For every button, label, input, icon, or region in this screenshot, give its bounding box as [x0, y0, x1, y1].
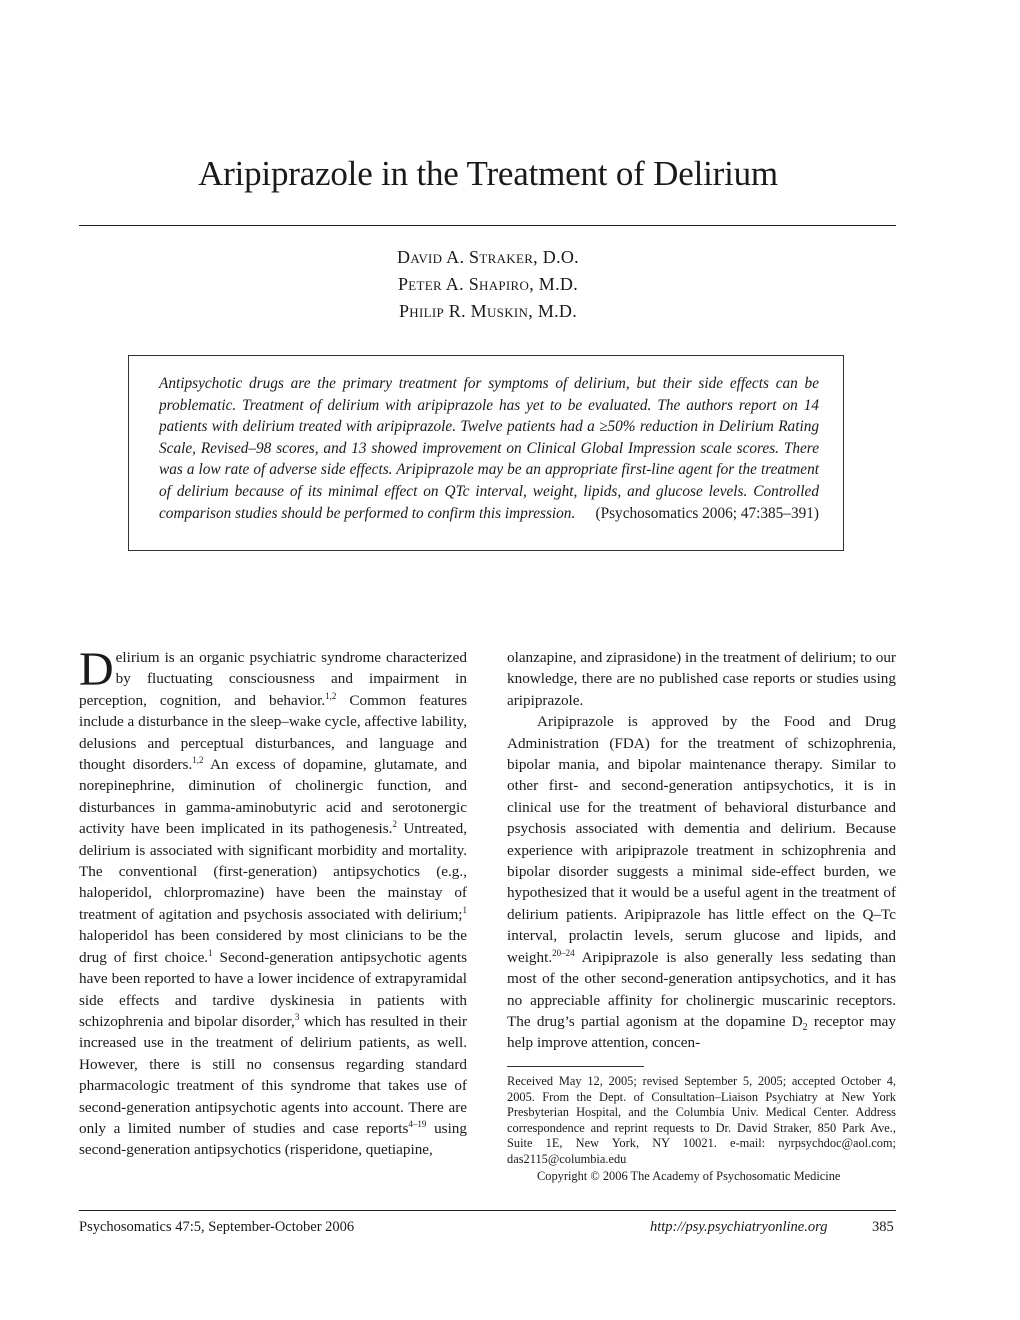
author-name: David A. Straker, D.O.	[397, 247, 579, 267]
footer-url[interactable]: http://psy.psychiatryonline.org	[650, 1219, 828, 1235]
body-paragraph	[507, 711, 896, 1054]
body-text: Second-generation antipsychotic agents have been reported to have a lower incidence of extrapyramidal side effects and tardive dyskinesia in patients with schizophrenia and bipolar disorder,	[79, 948, 467, 1030]
page-number: 385	[872, 1219, 894, 1235]
body-text: Untreated, delirium is associated with significant morbidity and mortality. The conventional (first-generation) antipsychotics (e.g., haloperidol, chlorpromazine) have been the mainstay of treatment of agitation and psychosis associated with delirium;	[79, 820, 468, 923]
body-text: receptor may help improve attention, concen-	[507, 1012, 896, 1052]
reference-superscript: 1	[208, 947, 213, 958]
abstract-body: Antipsychotic drugs are the primary treatment for symptoms of delirium, but their side effects can be problematic. Treatment of delirium with aripiprazole has yet to be evaluated. The authors report on 14 patients with delirium treated with aripiprazole. Twelve patients had a ≥50% reduction in Delirium Rating Scale, Revised–98 scores, and 13 showed improvement on Clinical Global Impression scale scores. There was a low rate of adverse side effects. Aripiprazole may be an appropriate first-line agent for the treatment of delirium because of its minimal effect on QTc interval, weight, lipids, and glucose levels. Controlled comparison studies should be performed to confirm this impression.	[159, 375, 819, 522]
reference-superscript: 4–19	[408, 1118, 427, 1129]
footer-journal: Psychosomatics 47:5, September-October 2006	[79, 1219, 355, 1235]
author-name: Peter A. Shapiro, M.D.	[397, 274, 579, 294]
reference-superscript: 3	[294, 1011, 300, 1022]
reference-superscript: 2	[392, 819, 397, 830]
body-column-left	[79, 643, 468, 1161]
body-paragraph: olanzapine, and ziprasidone) in the treatment of delirium; to our knowledge, there are no published case reports or studies using aripiprazole.	[507, 649, 896, 709]
body-text: using second-generation antipsychotics (risperidone, quetiapine,	[79, 1119, 467, 1159]
copyright-notice: Copyright © 2006 The Academy of Psychosomatic Medicine	[537, 1169, 841, 1183]
body-text: elirium is an organic psychiatric syndrome characterized by fluctuating consciousness and impairment in perception, cognition, and behavior.	[79, 649, 467, 709]
body-text: haloperidol has been considered by most clinicians to be the drug of first choice.	[79, 927, 467, 966]
author-list	[0, 244, 976, 325]
title-divider	[79, 225, 896, 226]
body-text: Common features include a disturbance in the sleep–wake cycle, affective lability, delusions and perceptual disturbances, and language and thought disorders.	[79, 691, 467, 774]
abstract-text	[159, 373, 819, 524]
body-text: Aripiprazole is approved by the Food and Drug Administration (FDA) for the treatment of schizophrenia, bipolar mania, and bipolar maintenance therapy. Similar to other first- and second-generation antipsychotics, it is in clinical use for the treatment of behavioral disturbance and psychosis associated with dementia and delirium. Because experience with aripiprazole treatment in schizophrenia and bipolar disorder suggests a minimal side-effect burden, we hypothesized that it would be a useful agent in the treatment of delirium patients. Aripiprazole has little effect on the Q–Tc interval, prolactin levels, serum glucose and lipids, and weight.	[507, 713, 896, 966]
page-title: Aripiprazole in the Treatment of Delirium	[198, 154, 778, 193]
body-text: An excess of dopamine, glutamate, and norepinephrine, diminution of cholinergic function, and disturbances in gamma-aminobutyric acid and serotonergic activity have been implicated in its pathogenesis.	[79, 756, 467, 838]
reference-superscript: 1,2	[325, 690, 337, 701]
abstract-citation: (Psychosomatics 2006; 47:385–391)	[595, 504, 819, 522]
footnote-divider	[507, 1066, 644, 1067]
body-text: which has resulted in their increased use in the treatment of delirium patients, as well. However, there is still no consensus regarding standard pharmacologic treatment of this syndrome that takes use of second-generation antipsychotic agents into account. There are only a limited number of studies and case reports	[79, 1012, 467, 1137]
body-column-right	[507, 647, 896, 1054]
subscript: 2	[802, 1021, 808, 1033]
body-text: Aripiprazole is also generally less sedating than most of the other second-generation antipsychotics, and it has no appreciable affinity for cholinergic muscarinic receptors. The drug’s partial agonism at the dopamine D	[507, 948, 896, 1030]
reference-superscript: 1,2	[192, 754, 204, 765]
body-paragraph	[79, 643, 468, 1161]
reference-superscript: 1	[462, 904, 467, 915]
article-footnote: Received May 12, 2005; revised September 5, 2005; accepted October 4, 2005. From the Dept. of Consultation–Liaison Psychiatry at New York Presbyterian Hospital, and the Columbia Univ. Medical Center. Address correspondence and reprint requests to Dr. David Straker, 850 Park Ave., Suite 1E, New York, NY 10021. e-mail: nyrpsychdoc@aol.com; das2115@columbia.edu	[507, 1074, 896, 1166]
drop-cap: D	[79, 643, 114, 696]
footer-divider	[79, 1210, 896, 1211]
abstract-box	[128, 355, 844, 551]
reference-superscript: 20–24	[552, 947, 575, 958]
author-name: Philip R. Muskin, M.D.	[398, 301, 578, 321]
